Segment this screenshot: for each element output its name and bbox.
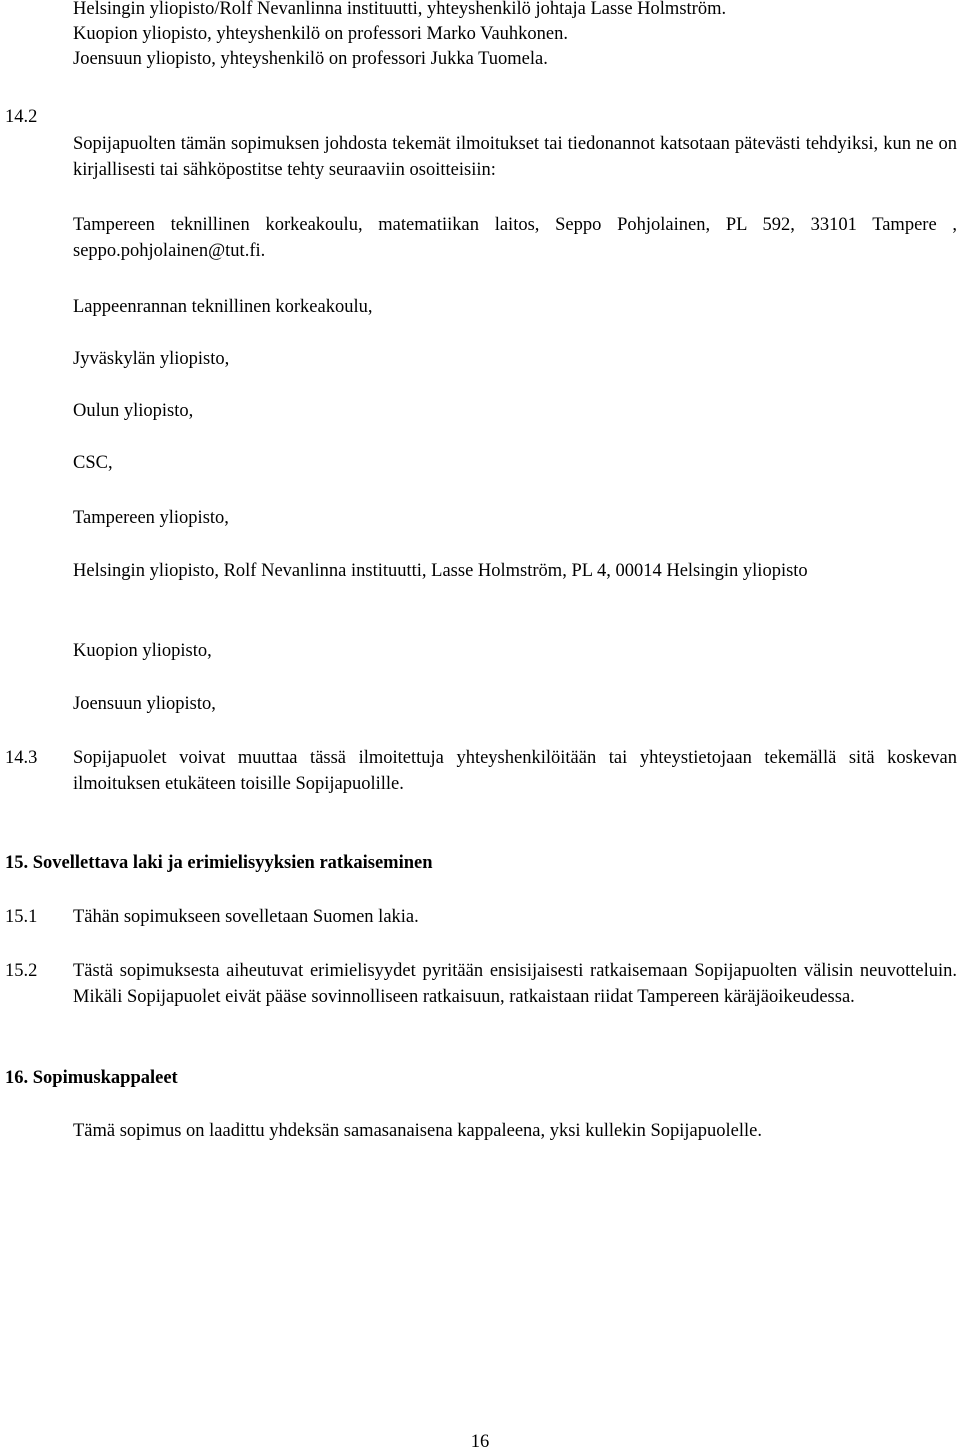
section-16-heading: 16. Sopimuskappaleet <box>5 1068 178 1088</box>
section-number-15-2: 15.2 <box>5 961 38 981</box>
section-number-15-1: 15.1 <box>5 907 38 927</box>
address-kuopio: Kuopion yliopisto, <box>73 641 212 661</box>
section-14-3-text: Sopijapuolet voivat muuttaa tässä ilmoitettuja yhteyshenkilöitään tai yhteystietojaan tekemällä sitä koskevan ilmoituksen etukäteen toisille Sopijapuolille. <box>73 748 957 794</box>
address-joensuu: Joensuun yliopisto, <box>73 694 216 714</box>
section-15-1-text: Tähän sopimukseen sovelletaan Suomen lakia. <box>73 907 419 927</box>
address-hy: Helsingin yliopisto, Rolf Nevanlinna instituutti, Lasse Holmström, PL 4, 00014 Helsingin yliopisto <box>73 561 808 581</box>
intro-line-3: Joensuun yliopisto, yhteyshenkilö on professori Jukka Tuomela. <box>73 49 548 69</box>
intro-line-1: Helsingin yliopisto/Rolf Nevanlinna instituutti, yhteyshenkilö johtaja Lasse Holmström. <box>73 0 727 19</box>
section-15-2-text: Tästä sopimuksesta aiheutuvat erimielisyydet pyritään ensisijaisesti ratkaisemaan Sopijapuolten välisin neuvotteluin. Mikäli Sopijapuolet eivät pääse sovinnolliseen ratkaisuun, ratkaistaan riidat Tampereen käräjäoikeudessa. <box>73 961 957 1007</box>
section-14-2-text: Sopijapuolten tämän sopimuksen johdosta tekemät ilmoitukset tai tiedonannot katsotaan pätevästi tehdyiksi, kun ne on kirjallisesti tai sähköpostitse tehty seuraaviin osoitteisiin: <box>73 134 957 180</box>
address-lut: Lappeenrannan teknillinen korkeakoulu, <box>73 297 373 317</box>
address-ttk: Tampereen teknillinen korkeakoulu, matematiikan laitos, Seppo Pohjolainen, PL 592, 33101 Tampere , seppo.pohjolainen@tut.fi. <box>73 215 957 261</box>
address-uta: Tampereen yliopisto, <box>73 508 229 528</box>
section-15-heading: 15. Sovellettava laki ja erimielisyyksien ratkaiseminen <box>5 853 433 873</box>
intro-line-2: Kuopion yliopisto, yhteyshenkilö on professori Marko Vauhkonen. <box>73 24 569 44</box>
address-csc: CSC, <box>73 453 113 473</box>
address-jyu: Jyväskylän yliopisto, <box>73 349 230 369</box>
page-number: 16 <box>470 1432 490 1452</box>
address-oulu: Oulun yliopisto, <box>73 401 194 421</box>
section-16-text: Tämä sopimus on laadittu yhdeksän samasanaisena kappaleena, yksi kullekin Sopijapuolelle. <box>73 1121 762 1141</box>
section-number-14-3: 14.3 <box>5 748 38 768</box>
section-number-14-2: 14.2 <box>5 107 38 127</box>
